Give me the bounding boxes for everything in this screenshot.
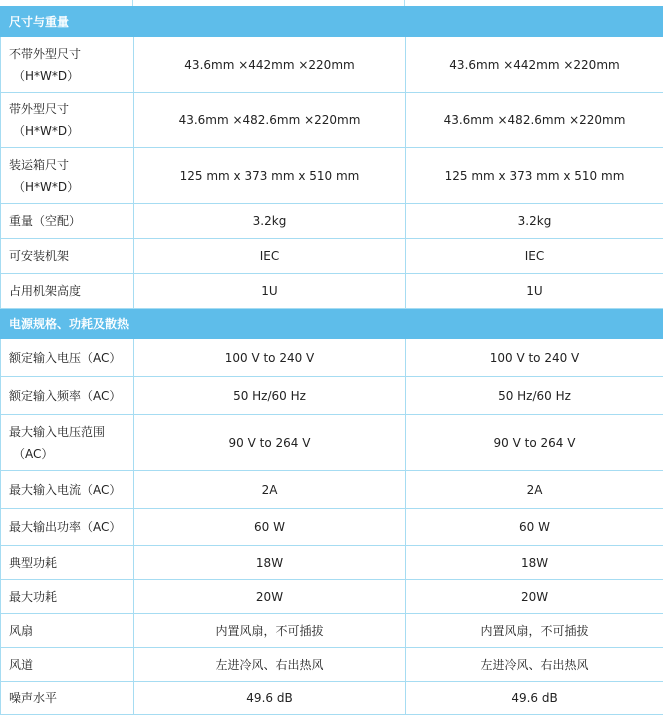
value-cell-model-2: 43.6mm ×442mm ×220mm	[406, 37, 663, 93]
row-label: 装运箱尺寸 （H*W*D）	[1, 148, 134, 204]
row-label: 可安装机架	[1, 239, 134, 274]
value-cell-model-1: 50 Hz/60 Hz	[134, 377, 406, 415]
value-cell-model-2: 2A	[406, 471, 663, 509]
row-label: 占用机架高度	[1, 274, 134, 309]
row-label: 重量（空配）	[1, 204, 134, 239]
table-row	[1, 648, 663, 682]
value-cell-model-1: 60 W	[134, 509, 406, 546]
section-title: 尺寸与重量	[1, 7, 663, 37]
table-row	[1, 339, 663, 377]
value-cell-model-1: 43.6mm ×442mm ×220mm	[134, 37, 406, 93]
value-cell-model-2: 20W	[406, 580, 663, 614]
row-label: 风扇	[1, 614, 134, 648]
row-label: 额定输入电压（AC）	[1, 339, 134, 377]
table-row	[1, 148, 663, 204]
row-label: 最大功耗	[1, 580, 134, 614]
value-cell-model-2: 3.2kg	[406, 204, 663, 239]
table-row	[1, 580, 663, 614]
value-cell-model-2: IEC	[406, 239, 663, 274]
row-label: 带外型尺寸 （H*W*D）	[1, 93, 134, 148]
row-label: 最大输入电流（AC）	[1, 471, 134, 509]
section-title: 电源规格、功耗及散热	[1, 309, 663, 339]
table-row	[1, 37, 663, 93]
row-label: 风道	[1, 648, 134, 682]
value-cell-model-2: 90 V to 264 V	[406, 415, 663, 471]
value-cell-model-2: 18W	[406, 546, 663, 580]
table-row	[1, 614, 663, 648]
row-label: 噪声水平	[1, 682, 134, 715]
value-cell-model-1: 43.6mm ×482.6mm ×220mm	[134, 93, 406, 148]
table-row	[1, 377, 663, 415]
row-label: 额定输入频率（AC）	[1, 377, 134, 415]
value-cell-model-1: 2A	[134, 471, 406, 509]
row-label: 典型功耗	[1, 546, 134, 580]
table-row	[1, 93, 663, 148]
value-cell-model-2: 50 Hz/60 Hz	[406, 377, 663, 415]
table-row	[1, 546, 663, 580]
row-label: 最大输出功率（AC）	[1, 509, 134, 546]
value-cell-model-1: 18W	[134, 546, 406, 580]
value-cell-model-1: 左进冷风、右出热风	[134, 648, 406, 682]
value-cell-model-1: 125 mm x 373 mm x 510 mm	[134, 148, 406, 204]
value-cell-model-1: 49.6 dB	[134, 682, 406, 715]
value-cell-model-1: 3.2kg	[134, 204, 406, 239]
value-cell-model-2: 60 W	[406, 509, 663, 546]
value-cell-model-2: 43.6mm ×482.6mm ×220mm	[406, 93, 663, 148]
value-cell-model-2: 内置风扇，不可插拔	[406, 614, 663, 648]
table-row	[1, 682, 663, 715]
table-row	[1, 415, 663, 471]
value-cell-model-1: 90 V to 264 V	[134, 415, 406, 471]
section-header	[1, 309, 663, 339]
value-cell-model-1: 20W	[134, 580, 406, 614]
row-label: 最大输入电压范围 （AC）	[1, 415, 134, 471]
table-row	[1, 239, 663, 274]
spec-table	[0, 6, 663, 715]
value-cell-model-1: 1U	[134, 274, 406, 309]
table-row	[1, 204, 663, 239]
value-cell-model-2: 左进冷风、右出热风	[406, 648, 663, 682]
table-row	[1, 274, 663, 309]
value-cell-model-2: 125 mm x 373 mm x 510 mm	[406, 148, 663, 204]
value-cell-model-1: 100 V to 240 V	[134, 339, 406, 377]
table-row	[1, 509, 663, 546]
row-label: 不带外型尺寸 （H*W*D）	[1, 37, 134, 93]
value-cell-model-2: 1U	[406, 274, 663, 309]
top-edge	[0, 0, 663, 6]
value-cell-model-2: 100 V to 240 V	[406, 339, 663, 377]
section-header	[1, 7, 663, 37]
value-cell-model-1: IEC	[134, 239, 406, 274]
value-cell-model-2: 49.6 dB	[406, 682, 663, 715]
value-cell-model-1: 内置风扇，不可插拔	[134, 614, 406, 648]
table-row	[1, 471, 663, 509]
